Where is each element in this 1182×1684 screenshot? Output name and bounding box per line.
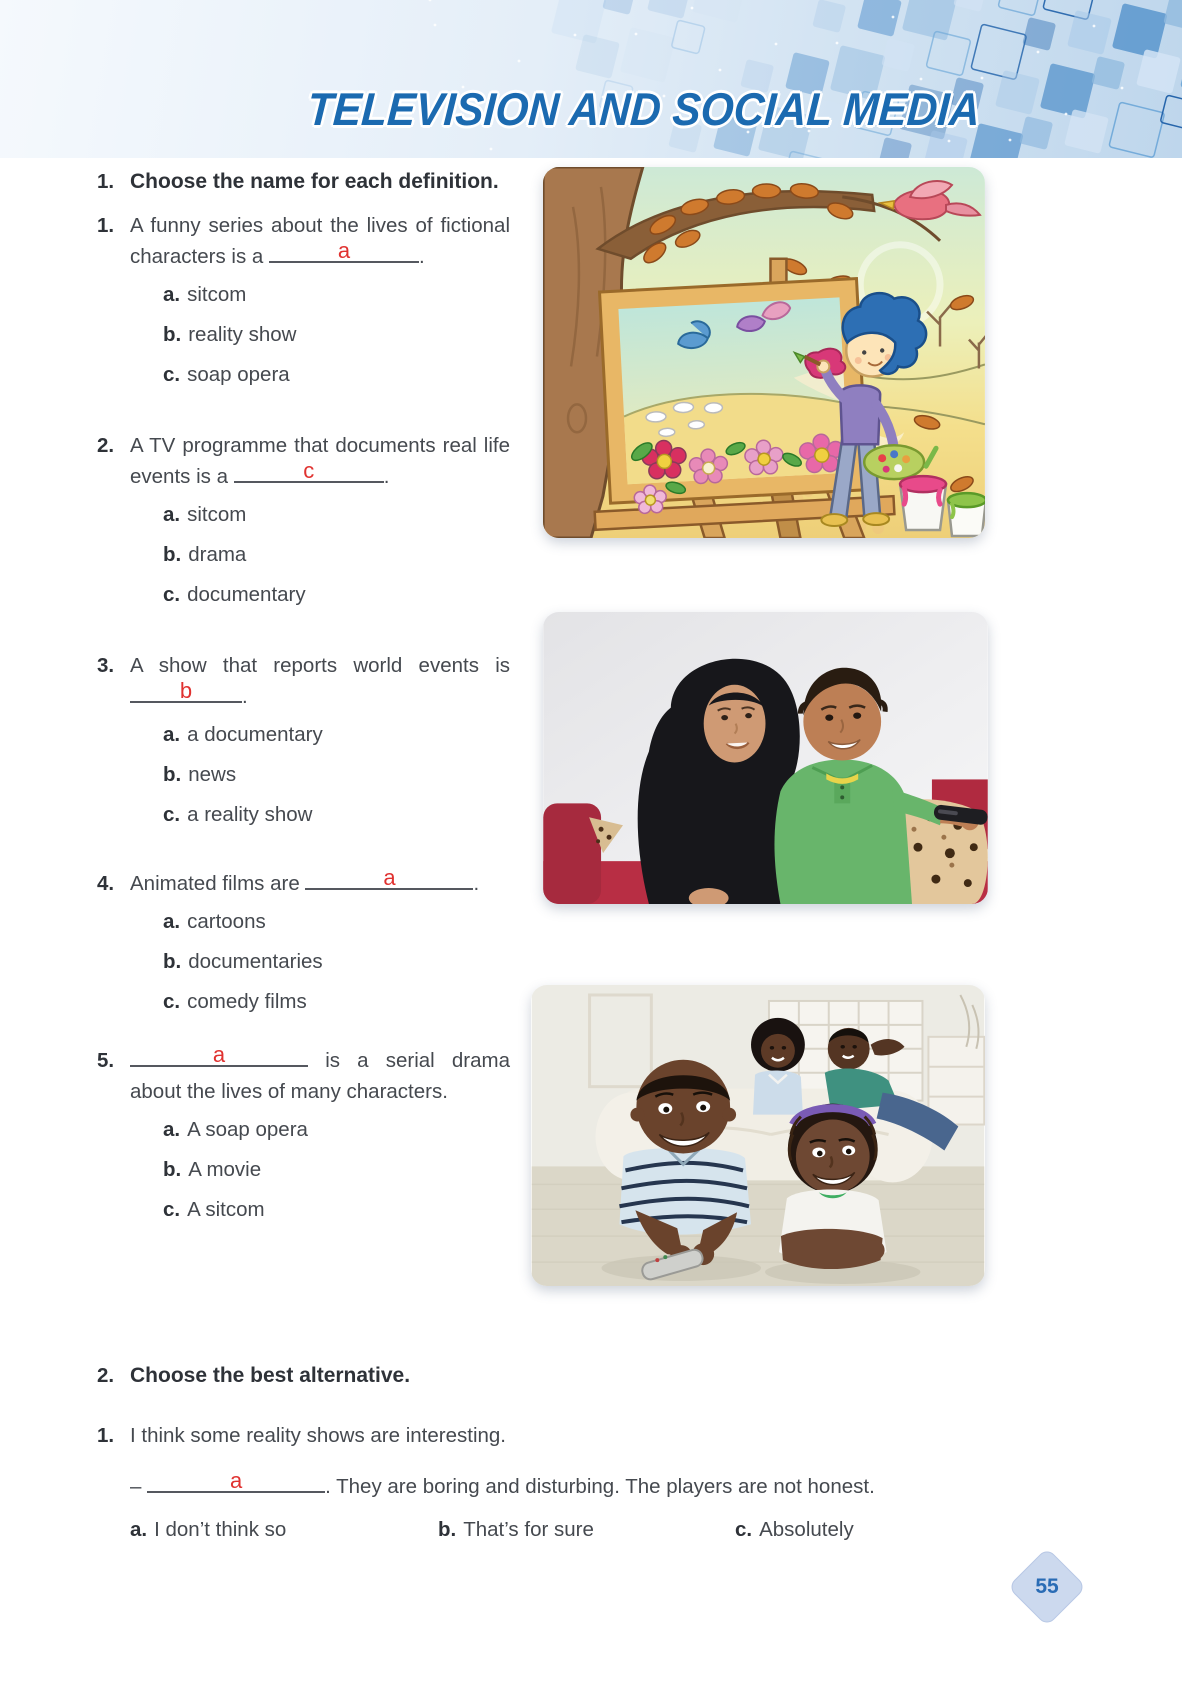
answer-blank (130, 1042, 308, 1067)
page-number-badge (1007, 1547, 1086, 1626)
option-a: a. I don’t think so (130, 1518, 287, 1541)
exercise2-title: Choose the best alternative. (130, 1364, 411, 1387)
option-a: a. A soap opera (163, 1118, 308, 1141)
option-b: b. That’s for sure (438, 1518, 594, 1541)
question-number: 3. (97, 654, 115, 677)
option-c: c. comedy films (163, 990, 307, 1013)
ex1-question-1 (97, 210, 510, 404)
answer-letter: a (337, 238, 351, 263)
option-c: c. Absolutely (735, 1518, 854, 1541)
statement-text: I think some reality shows are interesting. (130, 1424, 506, 1447)
question-text: A funny series about the lives of fictional characters is a a . (130, 214, 510, 268)
option-a: a. sitcom (163, 283, 247, 306)
ex2-options-row (97, 1518, 1097, 1548)
option-b: b. documentaries (163, 950, 323, 973)
exercise2-number: 2. (97, 1364, 115, 1387)
option-a: a. a documentary (163, 723, 323, 746)
option-c: c. soap opera (163, 363, 290, 386)
question-number: 2. (97, 434, 115, 457)
exercise1-title: Choose the name for each definition. (130, 170, 499, 193)
answer-blank (234, 458, 384, 483)
question-text: a is a serial drama about the lives of many characters. (130, 1042, 511, 1103)
painting-scene (543, 167, 985, 538)
answer-letter: a (212, 1042, 226, 1067)
ex1-question-2 (97, 430, 510, 624)
option-c: c. A sitcom (163, 1198, 265, 1221)
option-c: c. documentary (163, 583, 306, 606)
ex1-question-5 (97, 1042, 511, 1239)
option-b: b. reality show (163, 323, 297, 346)
exercise2-heading (97, 1360, 1087, 1391)
page-header (0, 0, 1182, 158)
answer-blank (130, 678, 242, 703)
exercise1-number: 1. (97, 170, 115, 193)
option-b: b. news (163, 763, 237, 786)
question-number: 4. (97, 872, 115, 895)
answer-blank (147, 1468, 325, 1493)
mother-and-son-watching-tv-image (543, 612, 988, 904)
tv-watching-scene (543, 612, 988, 904)
exercise1-heading (97, 166, 510, 197)
question-text: A show that reports world events is b . (130, 654, 510, 708)
option-a: a. cartoons (163, 910, 266, 933)
option-c: c. a reality show (163, 803, 313, 826)
reply-text: – a . They are boring and disturbing. The players are not honest. (130, 1468, 875, 1498)
page-title: TELEVISION AND SOCIAL MEDIA (305, 83, 982, 135)
answer-letter: a (383, 865, 396, 890)
question-text: Animated films are a . (130, 865, 480, 895)
option-b: b. A movie (163, 1158, 262, 1181)
ex2-question-1 (97, 1420, 1087, 1502)
question-number: 1. (97, 214, 115, 237)
answer-blank (269, 238, 419, 263)
ex1-question-3 (97, 650, 510, 844)
option-b: b. drama (163, 543, 247, 566)
answer-letter: a (229, 1468, 243, 1493)
page-number: 55 (1035, 1575, 1059, 1598)
answer-blank (305, 865, 473, 890)
family-scene (531, 985, 985, 1286)
answer-letter: c (303, 458, 315, 483)
answer-letter: b (179, 678, 193, 703)
ex1-question-4 (97, 865, 510, 1031)
child-painting-illustration-image (543, 167, 985, 538)
question-number: 5. (97, 1049, 115, 1072)
question-number: 1. (97, 1424, 115, 1447)
family-living-room-image (531, 985, 985, 1286)
question-text: A TV programme that documents real life events is a c . (130, 434, 510, 488)
option-a: a. sitcom (163, 503, 247, 526)
